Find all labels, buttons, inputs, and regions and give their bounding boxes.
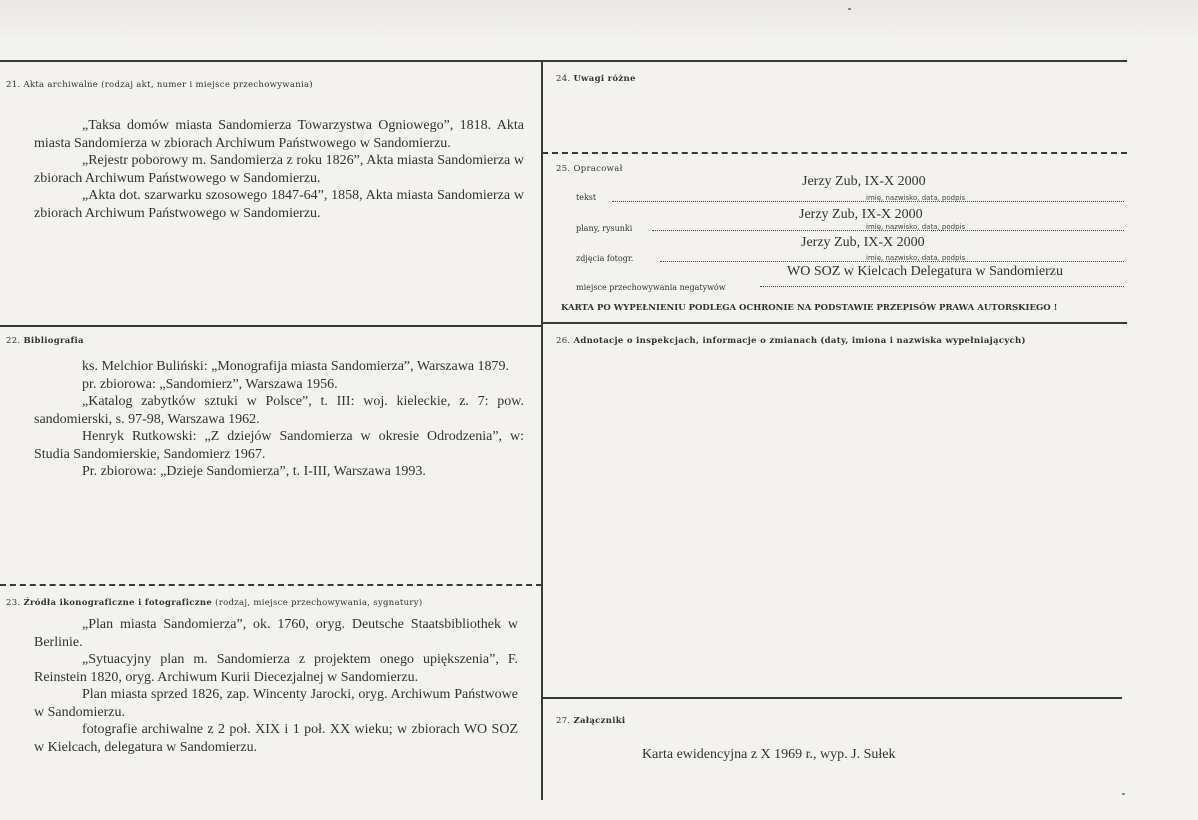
bibliography-entry: „Katalog zabytków sztuki w Polsce”, t. III: woj. kieleckie, z. 7: pow. sandomierski, s. 97-98, Warszawa 1962. — [34, 394, 524, 427]
archive-entry: „Taksa domów miasta Sandomierza Towarzystwa Ogniowego”, 1818. Akta miasta Sandomierza w zbiorach Archiwum Państwowego w Sandomierzu. — [34, 118, 524, 151]
row-caption-text: imię, nazwisko, data, podpis — [866, 194, 966, 202]
row-caption-plans: imię, nazwisko, data, podpis — [866, 223, 966, 231]
section-24-title: Uwagi różne — [573, 74, 636, 84]
section-24-number: 24. — [556, 74, 571, 84]
section-21-heading — [6, 80, 313, 90]
top-rule — [0, 60, 1127, 62]
section-23-number: 23. — [6, 598, 21, 608]
section-21-body — [34, 117, 524, 222]
section-26-subtitle: (daty, imiona i nazwiska wypełniających) — [820, 336, 1026, 346]
archive-entry: „Rejestr poborowy m. Sandomierza z roku 1826”, Akta miasta Sandomierza w zbiorach Archiwum Państwowego w Sandomierzu. — [34, 153, 524, 186]
copyright-notice: KARTA PO WYPEŁNIENIU PODLEGA OCHRONIE NA PODSTAWIE PRZEPISÓW PRAWA AUTORSKIEGO ! — [561, 303, 1058, 313]
section-22-title: Bibliografia — [23, 336, 84, 346]
bibliography-entry: ks. Melchior Buliński: „Monografija miasta Sandomierza”, Warszawa 1879. — [82, 359, 510, 374]
iconography-entry: fotografie archiwalne z 2 poł. XIX i 1 poł. XX wieku; w zbiorach WO SOZ w Kielcach, delegatura w Sandomierzu. — [34, 722, 518, 755]
divider-24-25 — [542, 152, 1127, 154]
section-22-heading — [6, 336, 84, 346]
section-25-heading — [556, 164, 623, 174]
section-25-number: 25. — [556, 164, 571, 174]
row-label-text: tekst — [576, 193, 597, 202]
section-22-number: 22. — [6, 336, 21, 346]
divider-26-27 — [542, 697, 1122, 699]
iconography-entry: „Sytuacyjny plan m. Sandomierza z projektem onego upiększenia”, F. Reinstein 1820, oryg. Archiwum Kurii Diecezjalnej w Sandomierzu. — [34, 652, 518, 685]
archive-entry: „Akta dot. szarwarku szosowego 1847-64”, 1858, Akta miasta Sandomierza w zbiorach Archiwum Państwowego w Sandomierzu. — [34, 188, 524, 221]
row-label-negatives: miejsce przechowywania negatywów — [576, 283, 726, 292]
bibliography-entry: pr. zbiorowa: „Sandomierz”, Warszawa 1956. — [82, 376, 338, 392]
bibliography-entry: Pr. zbiorowa: „Dzieje Sandomierza”, t. I-III, Warszawa 1993. — [82, 464, 426, 479]
row-value-negatives: WO SOZ w Kielcach Delegatura w Sandomierzu — [787, 264, 1064, 279]
scan-edge — [0, 0, 1198, 40]
row-line-negatives — [760, 286, 1124, 287]
section-23-body — [34, 616, 518, 756]
section-23-heading — [6, 598, 423, 608]
scan-speck — [848, 8, 851, 10]
divider-25-26 — [542, 322, 1127, 324]
iconography-entry: Plan miasta sprzed 1826, zap. Wincenty Jarocki, oryg. Archiwum Państwowe w Sandomierzu. — [34, 687, 518, 720]
divider-22-23 — [0, 584, 542, 586]
section-21-title: Akta archiwalne — [23, 80, 99, 90]
center-divider — [541, 60, 543, 800]
section-26-heading — [556, 336, 1026, 346]
section-21-number: 21. — [6, 80, 21, 90]
divider-21-22 — [0, 325, 542, 327]
iconography-entry: „Plan miasta Sandomierza”, ok. 1760, oryg. Deutsche Staatsbibliothek w Berlinie. — [34, 617, 518, 650]
section-25-title: Opracował — [573, 164, 623, 174]
section-26-title: Adnotacje o inspekcjach, informacje o zmianach — [573, 336, 818, 346]
section-26-number: 26. — [556, 336, 571, 346]
row-caption-photos: imię, nazwisko, data, podpis — [866, 254, 966, 262]
row-value-photos: Jerzy Zub, IX-X 2000 — [801, 235, 925, 250]
row-value-plans: Jerzy Zub, IX-X 2000 — [799, 207, 923, 222]
section-27-heading — [556, 716, 625, 726]
section-27-number: 27. — [556, 716, 571, 726]
section-22-body — [34, 358, 524, 481]
attachment-entry: Karta ewidencyjna z X 1969 r., wyp. J. Sułek — [642, 747, 896, 762]
scan-speck — [1122, 793, 1125, 795]
section-21-subtitle: (rodzaj akt, numer i miejsce przechowywania) — [101, 80, 314, 90]
section-27-title: Załączniki — [573, 716, 626, 726]
row-label-plans: plany, rysunki — [576, 224, 633, 233]
row-value-text: Jerzy Zub, IX-X 2000 — [802, 174, 926, 189]
bibliography-entry: Henryk Rutkowski: „Z dziejów Sandomierza w okresie Odrodzenia”, w: Studia Sandomierskie, Sandomierz 1967. — [34, 429, 524, 462]
section-23-title: Źródła ikonograficzne i fotograficzne — [23, 598, 213, 608]
section-24-heading — [556, 74, 636, 84]
row-label-photos: zdjęcia fotogr. — [576, 254, 634, 263]
section-23-subtitle: (rodzaj, miejsce przechowywania, sygnatury) — [215, 598, 423, 608]
